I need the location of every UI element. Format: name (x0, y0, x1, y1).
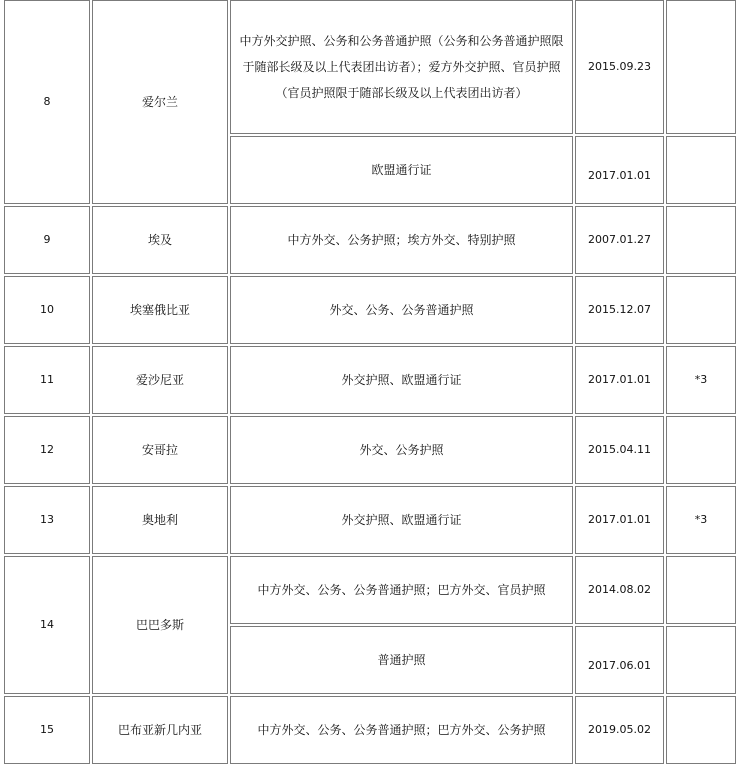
passport-types: 普通护照 (230, 626, 573, 694)
note (666, 276, 736, 344)
note: *3 (666, 346, 736, 414)
note (666, 696, 736, 764)
country-name: 巴布亚新几内亚 (92, 696, 228, 764)
passport-types: 外交、公务护照 (230, 416, 573, 484)
country-name: 爱尔兰 (92, 0, 228, 204)
passport-types: 中方外交、公务、公务普通护照；巴方外交、官员护照 (230, 556, 573, 624)
table-row (4, 206, 736, 274)
note (666, 206, 736, 274)
effective-date: 2017.01.01 (575, 136, 664, 204)
passport-types: 中方外交、公务护照；埃方外交、特别护照 (230, 206, 573, 274)
table-row (4, 486, 736, 554)
effective-date: 2017.01.01 (575, 346, 664, 414)
effective-date: 2015.09.23 (575, 0, 664, 134)
row-number: 11 (4, 346, 90, 414)
visa-exemption-table (2, 0, 738, 766)
table-row (4, 416, 736, 484)
row-number: 8 (4, 0, 90, 204)
row-number: 13 (4, 486, 90, 554)
passport-types: 外交护照、欧盟通行证 (230, 346, 573, 414)
note (666, 626, 736, 694)
country-name: 奥地利 (92, 486, 228, 554)
row-number: 15 (4, 696, 90, 764)
table-row (4, 276, 736, 344)
row-number: 9 (4, 206, 90, 274)
effective-date: 2014.08.02 (575, 556, 664, 624)
effective-date: 2007.01.27 (575, 206, 664, 274)
effective-date: 2015.12.07 (575, 276, 664, 344)
note: *3 (666, 486, 736, 554)
country-name: 爱沙尼亚 (92, 346, 228, 414)
country-name: 巴巴多斯 (92, 556, 228, 694)
passport-types: 外交护照、欧盟通行证 (230, 486, 573, 554)
passport-types: 中方外交护照、公务和公务普通护照（公务和公务普通护照限于随部长级及以上代表团出访者）；爱方外交护照、官员护照（官员护照限于随部长级及以上代表团出访者） (230, 0, 573, 134)
country-name: 埃塞俄比亚 (92, 276, 228, 344)
row-number: 10 (4, 276, 90, 344)
effective-date: 2017.06.01 (575, 626, 664, 694)
row-number: 12 (4, 416, 90, 484)
row-number: 14 (4, 556, 90, 694)
passport-types: 欧盟通行证 (230, 136, 573, 204)
effective-date: 2017.01.01 (575, 486, 664, 554)
table-row (4, 556, 736, 624)
note (666, 556, 736, 624)
table-row (4, 696, 736, 764)
note (666, 0, 736, 134)
effective-date: 2019.05.02 (575, 696, 664, 764)
passport-types: 外交、公务、公务普通护照 (230, 276, 573, 344)
effective-date: 2015.04.11 (575, 416, 664, 484)
country-name: 安哥拉 (92, 416, 228, 484)
table-row (4, 0, 736, 134)
note (666, 416, 736, 484)
country-name: 埃及 (92, 206, 228, 274)
note (666, 136, 736, 204)
passport-types: 中方外交、公务、公务普通护照；巴方外交、公务护照 (230, 696, 573, 764)
table-row (4, 346, 736, 414)
